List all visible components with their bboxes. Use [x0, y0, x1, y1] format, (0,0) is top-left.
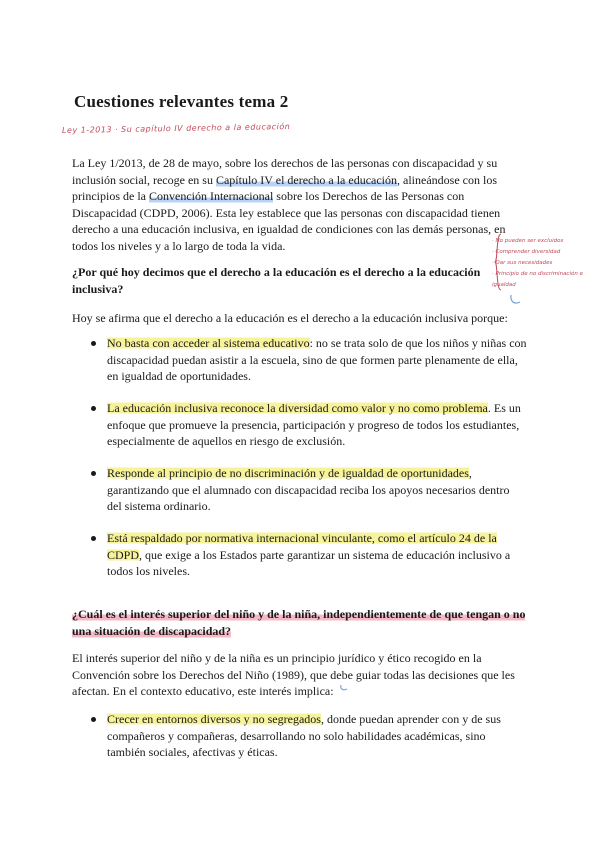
question-1-heading: ¿Por qué hoy decimos que el derecho a la educación es el derecho a la educación inclusiva?: [72, 265, 481, 296]
margin-note-item: · Comprender diversidad: [492, 249, 561, 255]
list-item: [107, 335, 527, 385]
bullet-highlight: La educación inclusiva reconoce la diversidad como valor y no como problema: [107, 401, 488, 415]
bullet-text: , donde puedan aprender con y de sus compañeros y compañeras, desarrollando no solo habilidades académicas, sino también sociales, afectivas y éticas.: [107, 712, 501, 759]
bullet-icon: [91, 471, 96, 476]
question-2-heading: [72, 606, 526, 639]
bullet-text: . Es un enfoque que promueve la presencia, participación y progreso de todos los estudiantes, especialmente de aquellos en riesgo de exclusión.: [107, 401, 521, 448]
margin-note-item: · Principio de no discriminación e igualdad: [492, 271, 583, 288]
bullet-icon: [91, 406, 96, 411]
intro-highlight-chapter: Capítulo IV el derecho a la educación: [215, 172, 398, 187]
bullet-icon: [91, 717, 96, 722]
list-item: [107, 711, 527, 761]
bullet-highlight: Está respaldado por normativa internacional vinculante, como el artículo 24 de la CDPD: [107, 531, 497, 562]
intro-paragraph: [72, 155, 526, 254]
bullet-highlight: No basta con acceder al sistema educativo: [107, 336, 310, 350]
question-1-lead: Hoy se afirma que el derecho a la educación es el derecho a la educación inclusiva porque:: [72, 311, 508, 325]
question-2-heading-text: ¿Cuál es el interés superior del niño y de la niña, independientemente de que tengan o no una situación de discapacidad?: [72, 607, 526, 638]
intro-highlight-convention: Convención Internacional: [148, 189, 274, 203]
bullet-icon: [91, 341, 96, 346]
page-title: Cuestiones relevantes tema 2: [74, 92, 289, 111]
bullet-highlight: Responde al principio de no discriminación y de igualdad de oportunidades: [107, 466, 469, 480]
handwritten-annotation: Ley 1-2013 · Su capítulo IV derecho a la educación: [61, 122, 291, 135]
bullet-highlight: Crecer en entornos diversos y no segregados: [107, 712, 321, 726]
bullet-text: : no se trata solo de que los niños y niñas con discapacidad puedan asistir a la escuela, sino de que formen parte plenamente de ella, en igualdad de oportunidades.: [107, 336, 527, 383]
bullet-text: , garantizando que el alumnado con discapacidad reciba los apoyos necesarios dentro del sistema ordinario.: [107, 466, 510, 513]
bullet-icon: [91, 536, 96, 541]
intro-text: , alineándose con los principios de la: [72, 172, 497, 203]
list-item: [107, 465, 527, 515]
list-item: [107, 530, 527, 580]
intro-text: La Ley 1/2013, de 28 de mayo, sobre los derechos de las personas con discapacidad y su inclusión social, recoge en su: [72, 156, 498, 187]
intro-text: sobre los Derechos de las Personas con Discapacidad (CDPD, 2006). Esta ley establece que las personas con discapacidad tienen derecho a una educación inclusiva, en igualdad de condiciones con las demás personas, en todos los niveles y a lo largo de toda la vida.: [72, 189, 506, 253]
question-2-lead: El interés superior del niño y de la niña es un principio jurídico y ético recogido en la Convención sobre los Derechos del Niño (1989), que debe guiar todas las decisiones que les afectan. En el contexto educativo, este interés implica:: [72, 651, 515, 698]
list-item: [107, 400, 527, 450]
margin-note-item: · Dar sus necesidades: [492, 260, 553, 266]
margin-note-item: · No pueden ser excluidos: [492, 238, 564, 244]
bullet-text: , que exige a los Estados parte garantizar un sistema de educación inclusivo a todos los niveles.: [107, 547, 511, 578]
